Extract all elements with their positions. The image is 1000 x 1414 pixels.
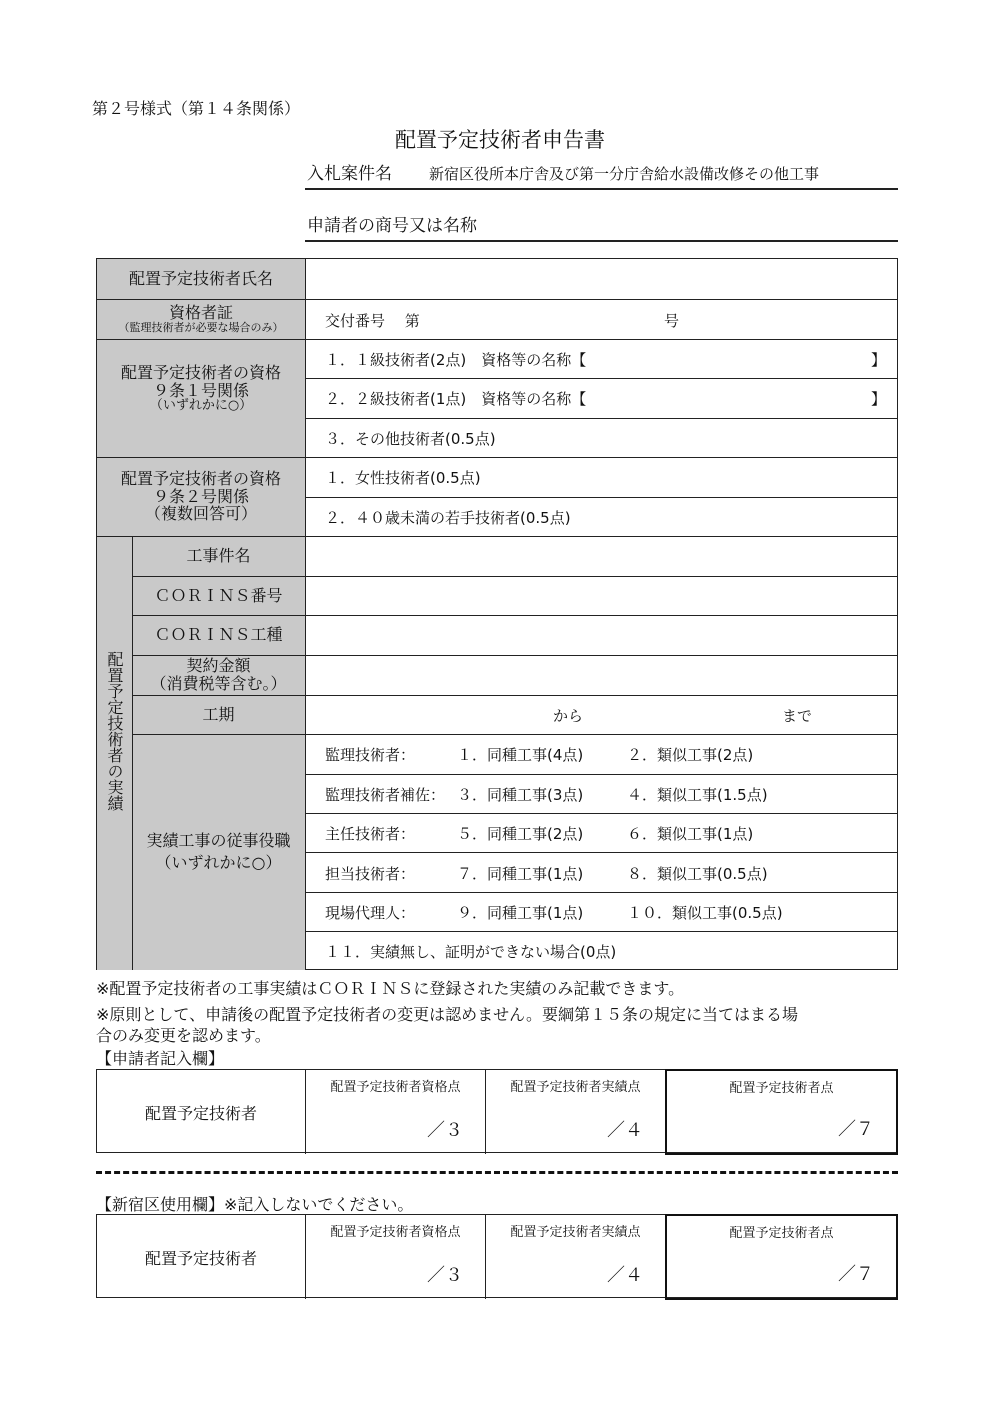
office-score-box <box>96 1214 898 1298</box>
role-option-similar-2[interactable]: ４．類似工事(1.5点) <box>627 785 768 804</box>
experience-side-text: 配置予定技術者の実績 <box>105 651 124 811</box>
role-text: 実績工事の従事役職 <box>146 831 291 851</box>
corins-number-text: ＣＯＲＩＮＳ番号 <box>154 585 283 605</box>
cert-number-prefix: 交付番号 第 <box>325 312 420 330</box>
role-title-5: 現場代理人： <box>325 904 416 922</box>
office-exp-score-value: ／４ <box>607 1265 643 1286</box>
contract-amount-label <box>132 655 305 695</box>
work-name-text: 工事件名 <box>186 546 251 566</box>
page-title: 配置予定技術者申告書 <box>395 128 605 152</box>
office-qual-score-value: ／３ <box>427 1265 463 1286</box>
applicant-name-label: 申請者の商号又は名称 <box>307 216 477 236</box>
role-option-none[interactable]: １１．実績無し、証明ができない場合(0点) <box>325 943 617 961</box>
applicant-exp-score-value: ／４ <box>607 1120 643 1141</box>
qual2-option-1[interactable]: １．女性技術者(0.5点) <box>325 469 481 487</box>
period-label <box>132 695 305 734</box>
qualification-2-text: 配置予定技術者の資格 <box>120 469 281 489</box>
qual1-option-3[interactable]: ３．その他技術者(0.5点) <box>325 430 496 448</box>
period-from: から <box>553 707 584 725</box>
role-label <box>132 734 305 970</box>
qual1-option-1[interactable]: １．１級技術者(2点) 資格等の名称【 <box>325 351 587 369</box>
form-number: 第２号様式（第１４条関係） <box>92 99 301 118</box>
note-2b: 合のみ変更を認めます。 <box>96 1026 271 1045</box>
applicant-total-score-head: 配置予定技術者点 <box>729 1081 834 1096</box>
applicant-total-score[interactable] <box>665 1069 898 1155</box>
applicant-exp-score[interactable] <box>485 1070 665 1154</box>
bid-name-row[interactable] <box>305 160 898 190</box>
office-total-score-head: 配置予定技術者点 <box>729 1226 834 1241</box>
office-total-score-value: ／７ <box>838 1264 874 1285</box>
bid-name-label: 入札案件名 <box>307 164 392 184</box>
role-option-similar-5[interactable]: １０．類似工事(0.5点) <box>627 904 783 922</box>
applicant-total-score-value: ／７ <box>838 1119 874 1140</box>
role-option-same-3[interactable]: ５．同種工事(2点) <box>457 825 584 843</box>
engineer-name-input[interactable] <box>305 259 897 299</box>
main-table <box>96 258 898 970</box>
office-exp-score <box>485 1215 665 1299</box>
office-box-heading: 【新宿区使用欄】※記入しないでください。 <box>96 1195 414 1214</box>
qual2-option-2[interactable]: ２．４０歳未満の若手技術者(0.5点) <box>325 509 571 527</box>
note-2a: ※原則として、申請後の配置予定技術者の変更は認めません。要綱第１５条の規定に当てはまる場 <box>96 1005 799 1024</box>
qual1-option-2-close: 】 <box>871 390 887 408</box>
applicant-qual-score-value: ／３ <box>427 1120 463 1141</box>
qualification-1-text: 配置予定技術者の資格 <box>120 363 281 383</box>
applicant-exp-score-head: 配置予定技術者実績点 <box>510 1080 641 1095</box>
qualification-1-text2: ９条１号関係 <box>152 380 249 400</box>
qualification-2-text2: ９条２号関係 <box>152 486 249 506</box>
cut-line <box>96 1171 898 1174</box>
office-box-label: 配置予定技術者 <box>144 1248 257 1268</box>
role-title-1: 監理技術者： <box>325 746 416 764</box>
applicant-qual-score-head: 配置予定技術者資格点 <box>330 1080 461 1095</box>
certificate-text: 資格者証 <box>168 303 233 323</box>
note-1: ※配置予定技術者の工事実績はＣＯＲＩＮＳに登録された実績のみ記載できます。 <box>96 979 685 998</box>
qual1-option-2[interactable]: ２．２級技術者(1点) 資格等の名称【 <box>325 390 587 408</box>
experience-side-label <box>97 536 132 970</box>
engineer-name-label <box>97 259 305 299</box>
certificate-sub: （監理技術者が必要な場合のみ） <box>118 320 284 334</box>
contract-amount-sub: （消費税等含む。） <box>150 674 287 693</box>
certificate-label <box>97 299 305 339</box>
qualification-2-sub: （複数回答可） <box>144 504 257 524</box>
office-total-score <box>665 1214 898 1300</box>
role-option-similar-1[interactable]: ２．類似工事(2点) <box>627 746 754 764</box>
office-qual-score-head: 配置予定技術者資格点 <box>330 1225 461 1240</box>
applicant-name-row[interactable] <box>305 212 898 242</box>
role-option-same-4[interactable]: ７．同種工事(1点) <box>457 864 584 883</box>
period-to: まで <box>782 707 813 725</box>
corins-type-text: ＣＯＲＩＮＳ工種 <box>154 625 283 645</box>
role-title-3: 主任技術者： <box>325 825 416 843</box>
role-option-same-2[interactable]: ３．同種工事(3点) <box>457 785 584 804</box>
role-option-similar-4[interactable]: ８．類似工事(0.5点) <box>627 864 768 883</box>
applicant-box-label: 配置予定技術者 <box>144 1103 257 1123</box>
work-name-label <box>132 536 305 576</box>
office-exp-score-head: 配置予定技術者実績点 <box>510 1225 641 1240</box>
office-qual-score <box>305 1215 485 1299</box>
qualification-1-label <box>97 339 305 457</box>
qualification-1-sub: （いずれかに○） <box>149 398 253 414</box>
engineer-name-text: 配置予定技術者氏名 <box>128 269 273 289</box>
applicant-qual-score[interactable] <box>305 1070 485 1154</box>
qual1-option-1-close: 】 <box>871 351 887 369</box>
corins-number-label <box>132 576 305 615</box>
corins-type-label <box>132 615 305 655</box>
role-title-2: 監理技術者補佐： <box>325 785 446 804</box>
period-text: 工期 <box>202 704 235 724</box>
role-option-similar-3[interactable]: ６．類似工事(1点) <box>627 825 754 843</box>
bid-name-value: 新宿区役所本庁舎及び第一分庁舎給水設備改修その他工事 <box>429 165 820 183</box>
applicant-score-box <box>96 1069 898 1153</box>
role-sub: （いずれかに○） <box>155 853 282 872</box>
role-option-same-1[interactable]: １．同種工事(4点) <box>457 746 584 764</box>
qualification-2-label <box>97 457 305 536</box>
contract-amount-text: 契約金額 <box>186 656 251 676</box>
role-title-4: 担当技術者： <box>325 864 416 883</box>
applicant-box-heading: 【申請者記入欄】 <box>96 1049 225 1068</box>
role-option-same-5[interactable]: ９．同種工事(1点) <box>457 904 584 922</box>
cert-number-suffix: 号 <box>664 312 680 330</box>
